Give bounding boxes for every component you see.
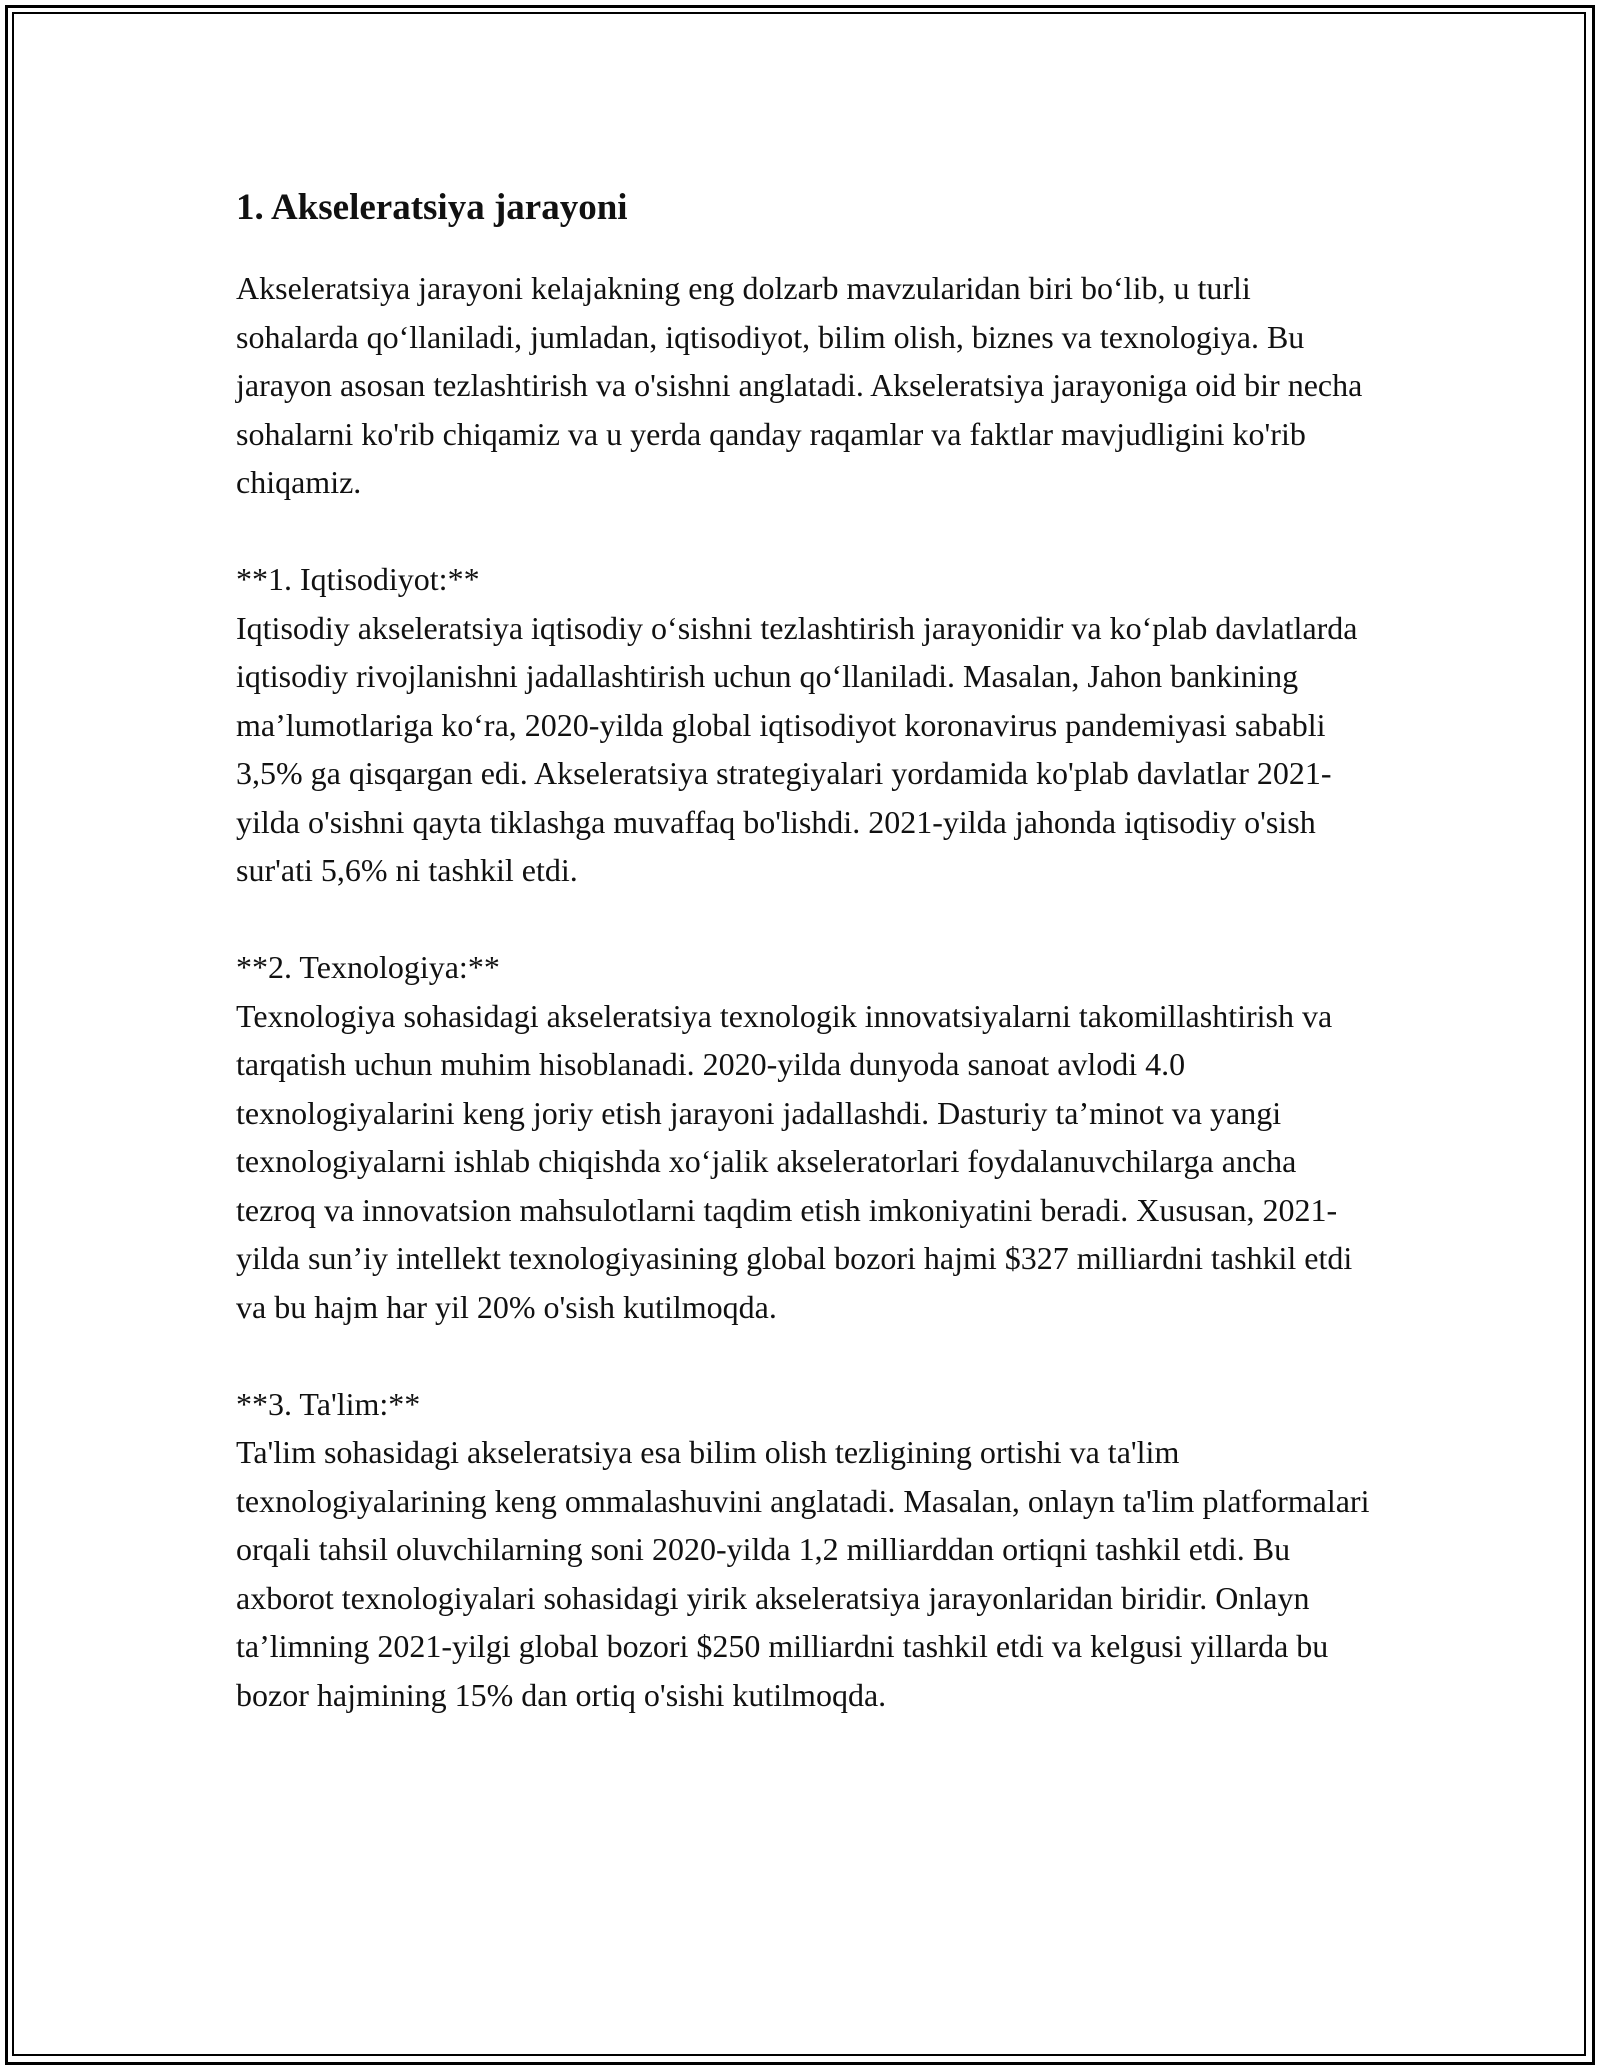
section-body: Ta'lim sohasidagi akseleratsiya esa bilim olish tezligining ortishi va ta'lim texnologiyalarining keng ommalashuvini anglatadi. Masalan, onlayn ta'lim platformalari orqali tahsil oluvchilarning soni 2020-yilda 1,2 milliarddan ortiqni tashkil etdi. Bu axborot texnologiyalari sohasidagi yirik akseleratsiya jarayonlaridan biridir. Onlayn taʼlimning 2021-yilgi global bozori $250 milliardni tashkil etdi va kelgusi yillarda bu bozor hajmining 15% dan ortiq o'sishi kutilmoqda.: [236, 1434, 1370, 1713]
section-technology: [236, 943, 1376, 1331]
section-education: [236, 1380, 1376, 1720]
section-body: Iqtisodiy akseleratsiya iqtisodiy oʻsishni tezlashtirish jarayonidir va koʻplab davlatlarda iqtisodiy rivojlanishni jadallashtirish uchun qoʻllaniladi. Masalan, Jahon bankining maʼlumotlariga koʻra, 2020-yilda global iqtisodiyot koronavirus pandemiyasi sababli 3,5% ga qisqargan edi. Akseleratsiya strategiyalari yordamida ko'plab davlatlar 2021-yilda o'sishni qayta tiklashga muvaffaq bo'lishdi. 2021-yilda jahonda iqtisodiy o'sish sur'ati 5,6% ni tashkil etdi.: [236, 609, 1358, 888]
section-heading: **3. Ta'lim:**: [236, 1385, 421, 1422]
section-heading: **1. Iqtisodiyot:**: [236, 561, 480, 597]
document-body: [236, 186, 1376, 1719]
section-heading: **2. Texnologiya:**: [236, 949, 500, 985]
section-economy: [236, 555, 1376, 895]
section-body: Texnologiya sohasidagi akseleratsiya texnologik innovatsiyalarni takomillashtirish va tarqatish uchun muhim hisoblanadi. 2020-yilda dunyoda sanoat avlodi 4.0 texnologiyalarini keng joriy etish jarayoni jadallashdi. Dasturiy taʼminot va yangi texnologiyalarni ishlab chiqishda xoʻjalik akseleratorlari foydalanuvchilarga ancha tezroq va innovatsion mahsulotlarni taqdim etish imkoniyatini beradi. Xususan, 2021-yilda sunʼiy intellekt texnologiyasining global bozori hajmi $327 milliardni tashkil etdi va bu hajm har yil 20% o'sish kutilmoqda.: [236, 997, 1353, 1325]
document-title: 1. Akseleratsiya jarayoni: [236, 187, 628, 228]
intro-paragraph: Akseleratsiya jarayoni kelajakning eng dolzarb mavzularidan biri boʻlib, u turli sohalarda qoʻllaniladi, jumladan, iqtisodiyot, bilim olish, biznes va texnologiya. Bu jarayon asosan tezlashtirish va o'sishni anglatadi. Akseleratsiya jarayoniga oid bir necha sohalarni ko'rib chiqamiz va u yerda qanday raqamlar va faktlar mavjudligini ko'rib chiqamiz.: [236, 270, 1363, 500]
